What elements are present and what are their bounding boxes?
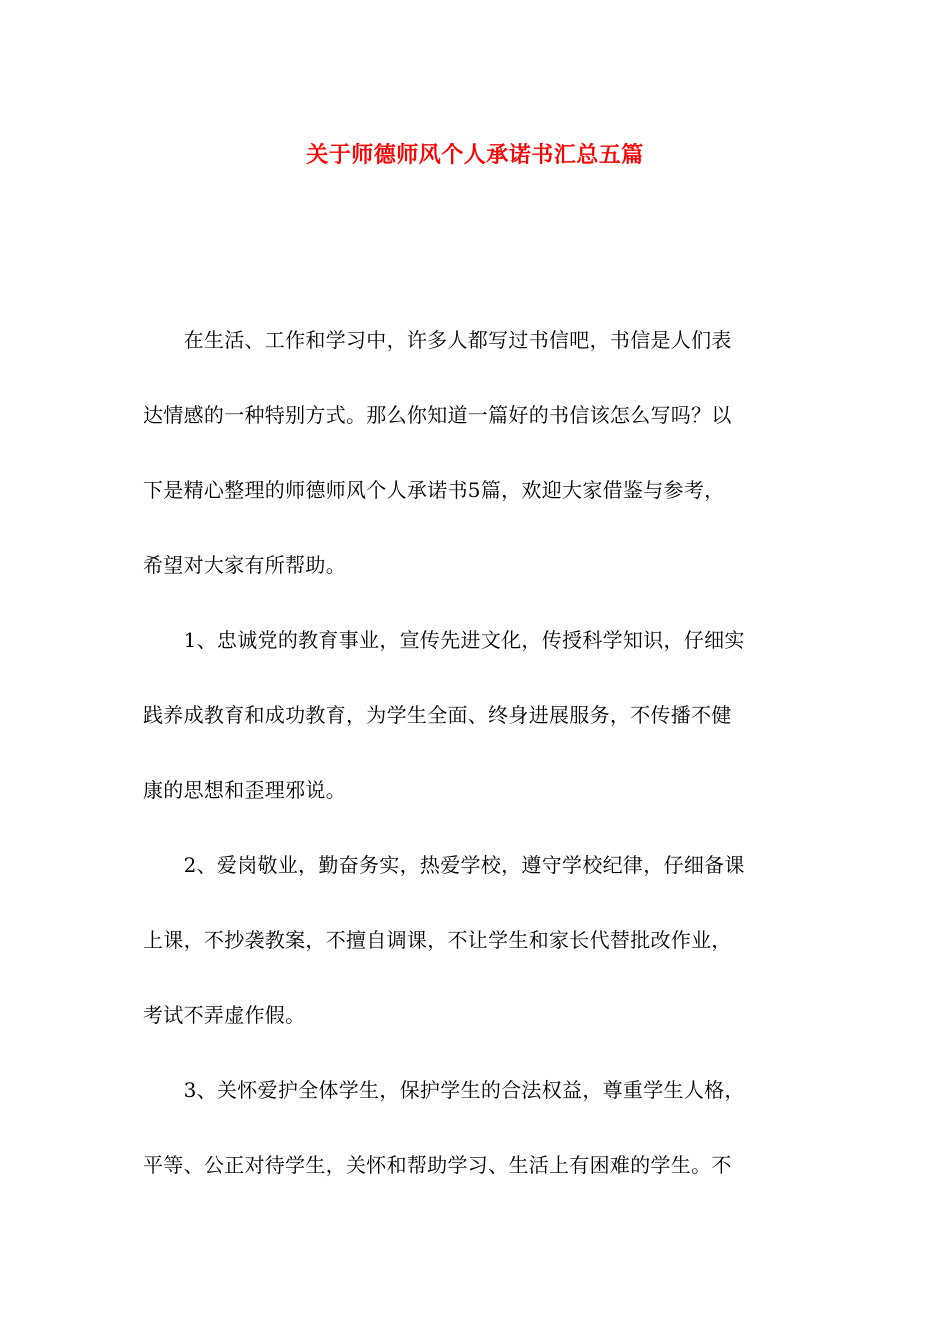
body-line: 康的思想和歪理邪说。: [143, 778, 346, 802]
body-line: 3、关怀爱护全体学生，保护学生的合法权益，尊重学生人格，: [143, 1078, 745, 1102]
body-line: 考试不弄虚作假。: [143, 1003, 306, 1027]
body-line: 上课，不抄袭教案，不擅自调课，不让学生和家长代替批改作业，: [143, 928, 732, 952]
body-line: 达情感的一种特别方式。那么你知道一篇好的书信该怎么写吗？以: [143, 403, 732, 427]
document-title: 关于师德师风个人承诺书汇总五篇: [306, 142, 644, 168]
body-line: 1、忠诚党的教育事业，宣传先进文化，传授科学知识，仔细实: [143, 628, 745, 652]
body-line: 践养成教育和成功教育，为学生全面、终身进展服务，不传播不健: [143, 703, 732, 727]
body-line: 在生活、工作和学习中，许多人都写过书信吧，书信是人们表: [143, 328, 732, 352]
body-line: 下是精心整理的师德师风个人承诺书5篇，欢迎大家借鉴与参考，: [143, 478, 725, 502]
body-line: 希望对大家有所帮助。: [143, 553, 346, 577]
body-line: 2、爱岗敬业，勤奋务实，热爱学校，遵守学校纪律，仔细备课: [143, 853, 745, 877]
body-line: 平等、公正对待学生，关怀和帮助学习、生活上有困难的学生。不: [143, 1153, 732, 1177]
